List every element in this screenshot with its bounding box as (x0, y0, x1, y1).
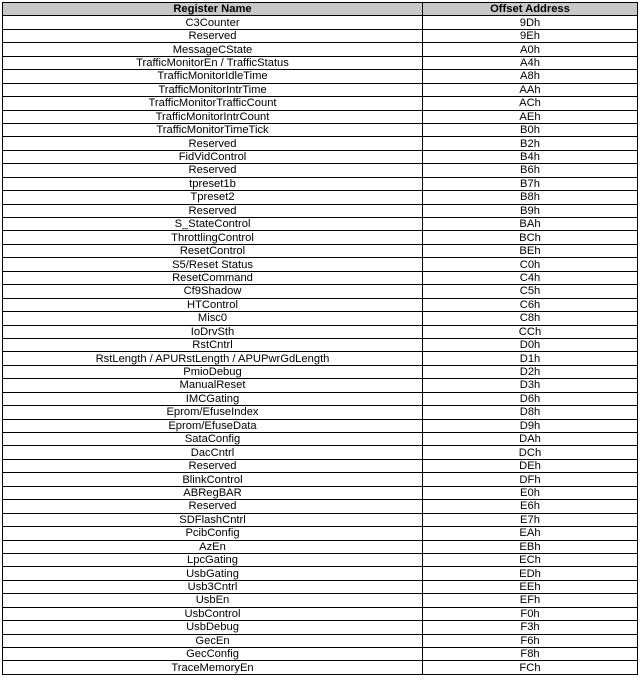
table-row (3, 83, 638, 96)
table-row (3, 56, 638, 69)
register-name-cell: AzEn (3, 540, 423, 553)
table-row (3, 446, 638, 459)
offset-address-cell: F3h (423, 621, 638, 634)
register-name-cell: IoDrvSth (3, 325, 423, 338)
register-name-cell: UsbEn (3, 594, 423, 607)
table-row (3, 594, 638, 607)
register-name-cell: RstLength / APURstLength / APUPwrGdLength (3, 352, 423, 365)
table-row (3, 406, 638, 419)
table-row (3, 298, 638, 311)
register-name-cell: Usb3Cntrl (3, 580, 423, 593)
table-row (3, 244, 638, 257)
table-row (3, 338, 638, 351)
register-name-cell: Eprom/EfuseData (3, 419, 423, 432)
table-row (3, 473, 638, 486)
register-name-cell: UsbDebug (3, 621, 423, 634)
table-row (3, 70, 638, 83)
register-name-cell: Reserved (3, 500, 423, 513)
offset-address-cell: EDh (423, 567, 638, 580)
register-name-cell: TrafficMonitorIntrCount (3, 110, 423, 123)
offset-address-cell: E0h (423, 486, 638, 499)
offset-address-cell: E6h (423, 500, 638, 513)
table-row (3, 540, 638, 553)
offset-address-cell: F0h (423, 607, 638, 620)
offset-address-cell: B2h (423, 137, 638, 150)
register-name-cell: RstCntrl (3, 338, 423, 351)
table-row (3, 433, 638, 446)
register-name-cell: Tpreset2 (3, 191, 423, 204)
offset-address-header: Offset Address (423, 3, 638, 16)
table-row (3, 191, 638, 204)
register-name-cell: C3Counter (3, 16, 423, 29)
register-name-cell: TrafficMonitorTrafficCount (3, 97, 423, 110)
register-name-cell: LpcGating (3, 553, 423, 566)
offset-address-cell: D1h (423, 352, 638, 365)
register-name-cell: Eprom/EfuseIndex (3, 406, 423, 419)
register-name-cell: UsbGating (3, 567, 423, 580)
table-row (3, 110, 638, 123)
register-name-cell: TrafficMonitorIdleTime (3, 70, 423, 83)
table-row (3, 567, 638, 580)
register-name-cell: SataConfig (3, 433, 423, 446)
offset-address-cell: 9Eh (423, 29, 638, 42)
offset-address-cell: C4h (423, 271, 638, 284)
register-name-cell: tpreset1b (3, 177, 423, 190)
offset-address-cell: D9h (423, 419, 638, 432)
table-row (3, 137, 638, 150)
register-name-cell: ResetCommand (3, 271, 423, 284)
offset-address-cell: DAh (423, 433, 638, 446)
table-row (3, 500, 638, 513)
offset-address-cell: A4h (423, 56, 638, 69)
offset-address-cell: ACh (423, 97, 638, 110)
register-name-cell: ABRegBAR (3, 486, 423, 499)
register-name-cell: HTControl (3, 298, 423, 311)
offset-address-cell: CCh (423, 325, 638, 338)
register-name-cell: PmioDebug (3, 365, 423, 378)
register-name-cell: Reserved (3, 164, 423, 177)
offset-address-cell: BCh (423, 231, 638, 244)
offset-address-cell: ECh (423, 553, 638, 566)
table-row (3, 621, 638, 634)
offset-address-cell: B0h (423, 123, 638, 136)
register-name-cell: S5/Reset Status (3, 258, 423, 271)
offset-address-cell: EEh (423, 580, 638, 593)
offset-address-cell: D0h (423, 338, 638, 351)
register-name-cell: TrafficMonitorTimeTick (3, 123, 423, 136)
offset-address-cell: D8h (423, 406, 638, 419)
offset-address-cell: C0h (423, 258, 638, 271)
offset-address-cell: BEh (423, 244, 638, 257)
register-name-cell: ManualReset (3, 379, 423, 392)
offset-address-cell: F6h (423, 634, 638, 647)
table-row (3, 365, 638, 378)
table-body (3, 16, 638, 674)
table-row (3, 204, 638, 217)
table-row (3, 123, 638, 136)
table-row (3, 231, 638, 244)
register-name-cell: MessageCState (3, 43, 423, 56)
table-row (3, 459, 638, 472)
offset-address-cell: FCh (423, 661, 638, 674)
offset-address-cell: A8h (423, 70, 638, 83)
offset-address-cell: EBh (423, 540, 638, 553)
table-header-row (3, 3, 638, 16)
offset-address-cell: F8h (423, 648, 638, 661)
register-table (2, 2, 638, 675)
table-row (3, 218, 638, 231)
register-name-header: Register Name (3, 3, 423, 16)
register-name-cell: TrafficMonitorEn / TrafficStatus (3, 56, 423, 69)
offset-address-cell: D6h (423, 392, 638, 405)
offset-address-cell: D3h (423, 379, 638, 392)
offset-address-cell: C8h (423, 312, 638, 325)
register-name-cell: GecConfig (3, 648, 423, 661)
register-name-cell: Reserved (3, 459, 423, 472)
offset-address-cell: AAh (423, 83, 638, 96)
table-row (3, 352, 638, 365)
register-name-cell: ResetControl (3, 244, 423, 257)
table-row (3, 29, 638, 42)
table-row (3, 392, 638, 405)
table-row (3, 553, 638, 566)
register-name-cell: Reserved (3, 29, 423, 42)
table-row (3, 419, 638, 432)
table-row (3, 271, 638, 284)
offset-address-cell: B8h (423, 191, 638, 204)
table-row (3, 16, 638, 29)
table-row (3, 97, 638, 110)
table-row (3, 150, 638, 163)
table-row (3, 661, 638, 674)
offset-address-cell: DFh (423, 473, 638, 486)
register-name-cell: S_StateControl (3, 218, 423, 231)
table-row (3, 527, 638, 540)
register-name-cell: Cf9Shadow (3, 285, 423, 298)
table-row (3, 648, 638, 661)
offset-address-cell: B9h (423, 204, 638, 217)
offset-address-cell: 9Dh (423, 16, 638, 29)
table-row (3, 164, 638, 177)
table-row (3, 580, 638, 593)
offset-address-cell: AEh (423, 110, 638, 123)
register-name-cell: DacCntrl (3, 446, 423, 459)
table-row (3, 177, 638, 190)
register-name-cell: Misc0 (3, 312, 423, 325)
offset-address-cell: EAh (423, 527, 638, 540)
table-row (3, 379, 638, 392)
offset-address-cell: DCh (423, 446, 638, 459)
register-name-cell: GecEn (3, 634, 423, 647)
register-name-cell: FidVidControl (3, 150, 423, 163)
table-row (3, 325, 638, 338)
register-name-cell: IMCGating (3, 392, 423, 405)
table-row (3, 43, 638, 56)
offset-address-cell: BAh (423, 218, 638, 231)
offset-address-cell: B7h (423, 177, 638, 190)
register-name-cell: ThrottlingControl (3, 231, 423, 244)
offset-address-cell: B4h (423, 150, 638, 163)
table-row (3, 486, 638, 499)
table-row (3, 312, 638, 325)
offset-address-cell: E7h (423, 513, 638, 526)
register-name-cell: SDFlashCntrl (3, 513, 423, 526)
register-name-cell: Reserved (3, 204, 423, 217)
table-row (3, 258, 638, 271)
table-row (3, 607, 638, 620)
offset-address-cell: C5h (423, 285, 638, 298)
table-row (3, 634, 638, 647)
register-name-cell: TrafficMonitorIntrTime (3, 83, 423, 96)
register-name-cell: Reserved (3, 137, 423, 150)
offset-address-cell: C6h (423, 298, 638, 311)
register-name-cell: UsbControl (3, 607, 423, 620)
table-row (3, 285, 638, 298)
register-name-cell: BlinkControl (3, 473, 423, 486)
offset-address-cell: EFh (423, 594, 638, 607)
register-name-cell: TraceMemoryEn (3, 661, 423, 674)
offset-address-cell: B6h (423, 164, 638, 177)
table-row (3, 513, 638, 526)
offset-address-cell: DEh (423, 459, 638, 472)
offset-address-cell: D2h (423, 365, 638, 378)
offset-address-cell: A0h (423, 43, 638, 56)
register-name-cell: PcibConfig (3, 527, 423, 540)
